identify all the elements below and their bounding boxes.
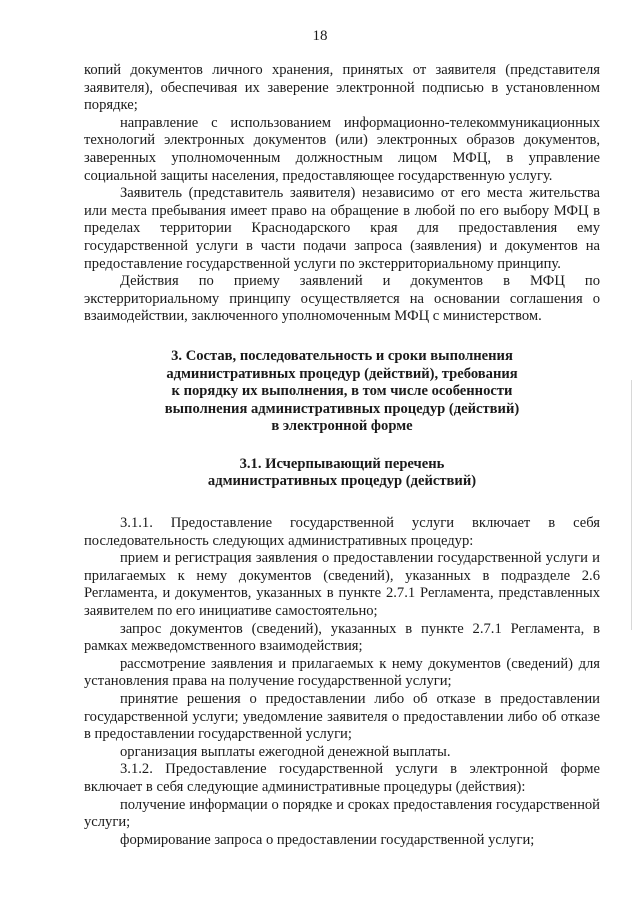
list-item: организация выплаты ежегодной денежной выплаты.	[120, 743, 451, 760]
subsection-heading	[84, 456, 600, 491]
list-item: получение информации о порядке и сроках предоставления государственной услуги;	[84, 796, 600, 831]
section-heading-line: выполнения административных процедур (действий)	[164, 400, 520, 417]
document-body	[84, 62, 600, 849]
section-heading-line: к порядку их выполнения, в том числе особенности	[171, 383, 513, 400]
section-heading-line: административных процедур (действий), требования	[166, 365, 518, 382]
paragraph: Заявитель (представитель заявителя) независимо от его места жительства или места пребывания имеет право на обращение в любой по его выбору МФЦ в пределах территории Краснодарского края для предоставления ему государственной услуги в части подачи запроса (заявления) и документов на предоставление государственной услуги по экстерриториальному принципу.	[84, 185, 600, 272]
paragraph: направление с использованием информационно-телекоммуникационных технологий электронных документов (или) электронных образов документов, заверенных уполномоченным должностным лицом МФЦ, в управление социальной защиты населения, предоставляющее государственную услугу.	[84, 114, 600, 184]
subsection-heading-line: 3.1. Исчерпывающий перечень	[239, 455, 445, 472]
list-item: формирование запроса о предоставлении государственной услуги;	[120, 831, 535, 848]
list-item: запрос документов (сведений), указанных в пункте 2.7.1 Регламента, в рамках межведомственного взаимодействия;	[84, 620, 600, 655]
list-item: рассмотрение заявления и прилагаемых к нему документов (сведений) для установления права на получение государственной услуги;	[84, 655, 600, 690]
section-heading-line: 3. Состав, последовательность и сроки выполнения	[171, 347, 513, 364]
section-heading-line: в электронной форме	[271, 418, 413, 435]
paragraph-continuation: копий документов личного хранения, принятых от заявителя (представителя заявителя), обеспечивая их заверение электронной подписью в установленном порядке;	[84, 62, 600, 114]
list-item: принятие решения о предоставлении либо об отказе в предоставлении государственной услуги; уведомление заявителя о предоставлении либо об отказе в предоставлении государственной услуги;	[84, 691, 600, 743]
paragraph: Действия по приему заявлений и документов в МФЦ по экстерриториальному принципу осуществляется на основании соглашения о взаимодействии, заключенного уполномоченным МФЦ с министерством.	[84, 273, 600, 325]
scan-edge-line	[631, 380, 632, 630]
list-item: прием и регистрация заявления о предоставлении государственной услуги и прилагаемых к нему документов (сведений), указанных в подразделе 2.6 Регламента, и документов, указанных в пункте 2.7.1 Регламента, представленных заявителем по его инициативе самостоятельно;	[84, 550, 600, 620]
paragraph: 3.1.1. Предоставление государственной услуги включает в себя последовательность следующих административных процедур:	[84, 515, 600, 549]
paragraph: 3.1.2. Предоставление государственной услуги в электронной форме включает в себя следующие административные процедуры (действия):	[84, 761, 600, 795]
subsection-heading-line: административных процедур (действий)	[207, 473, 477, 490]
page-number: 18	[312, 28, 328, 44]
section-heading	[84, 348, 600, 436]
